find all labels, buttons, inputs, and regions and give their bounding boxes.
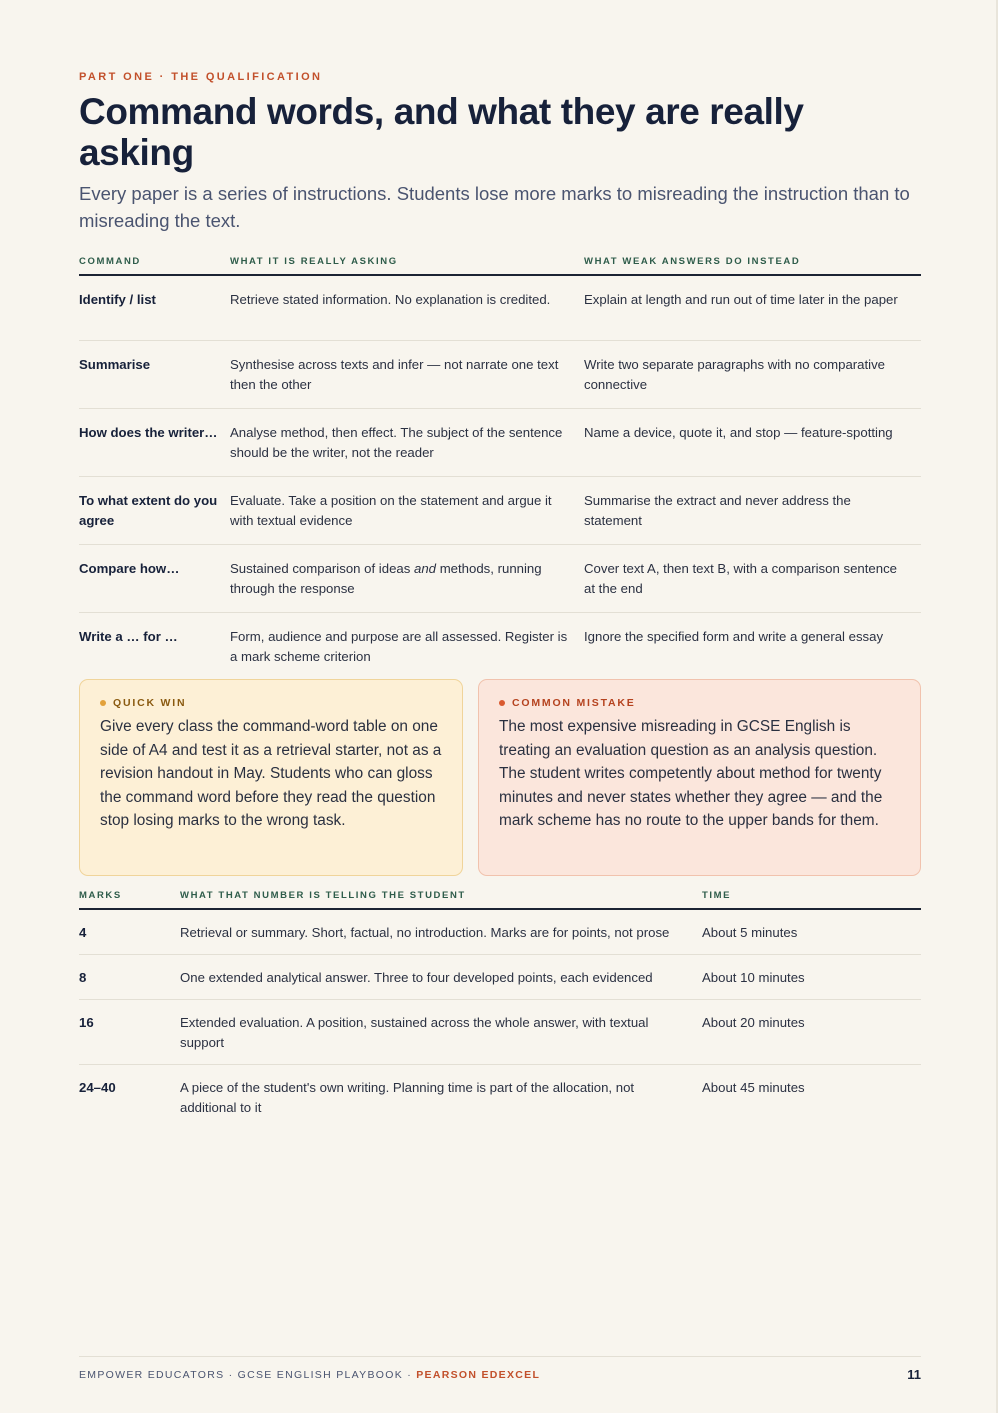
command-cell: Compare how… (79, 544, 230, 612)
asking-cell: Form, audience and purpose are all assessed. Register is a mark scheme criterion (230, 628, 568, 664)
table-row (79, 955, 921, 1000)
weak-cell: Write two separate paragraphs with no comparative connective (584, 340, 921, 408)
table-row (79, 544, 921, 612)
telling-cell: Extended evaluation. A position, sustained across the whole answer, with textual support (180, 1000, 702, 1065)
bullet-dot-icon (100, 700, 106, 706)
asking-text-emphasis: and (414, 560, 437, 576)
marks-cell: 16 (79, 1000, 180, 1065)
section-eyebrow: PART ONE · THE QUALIFICATION (79, 71, 323, 83)
time-cell: About 5 minutes (702, 909, 921, 955)
telling-cell: One extended analytical answer. Three to four developed points, each evidenced (180, 955, 702, 1000)
column-header-command: COMMAND (79, 256, 230, 275)
asking-text-start: Sustained comparison of ideas (230, 560, 415, 576)
common-mistake-heading (499, 697, 900, 709)
table-row (79, 275, 921, 340)
column-header-marks: MARKS (79, 890, 180, 909)
marks-cell: 8 (79, 955, 180, 1000)
footer-publication (79, 1369, 540, 1381)
asking-cell (230, 544, 584, 612)
column-header-weak: WHAT WEAK ANSWERS DO INSTEAD (584, 256, 921, 275)
table-header-row (79, 256, 921, 275)
marks-table (79, 890, 921, 1129)
time-cell: About 20 minutes (702, 1000, 921, 1065)
table-row (79, 340, 921, 408)
time-cell: About 10 minutes (702, 955, 921, 1000)
table-row (79, 408, 921, 476)
weak-cell: Cover text A, then text B, with a comparison sentence at the end (584, 544, 921, 612)
weak-cell: Summarise the extract and never address the statement (584, 476, 921, 544)
asking-cell: Synthesise across texts and infer — not narrate one text then the other (230, 340, 584, 408)
table-header-row (79, 890, 921, 909)
table-row (79, 909, 921, 955)
marks-cell: 24–40 (79, 1080, 116, 1095)
table-row (79, 1000, 921, 1065)
page-lede: Every paper is a series of instructions. Students lose more marks to misreading the instruction than to misreading the text. (79, 183, 910, 231)
command-cell: To what extent do you agree (79, 476, 230, 544)
weak-cell: Name a device, quote it, and stop — feature-spotting (584, 408, 921, 476)
callouts (79, 679, 921, 876)
table-row (79, 1065, 921, 1130)
weak-cell: Ignore the specified form and write a general essay (584, 628, 884, 644)
asking-text-end: methods, running through the response (230, 560, 542, 596)
bullet-dot-icon (499, 700, 505, 706)
time-cell: About 45 minutes (702, 1080, 805, 1095)
column-header-asking: WHAT IT IS REALLY ASKING (230, 256, 584, 275)
page-number: 11 (907, 1367, 921, 1382)
quick-win-heading (100, 697, 442, 709)
weak-cell: Explain at length and run out of time later in the paper (584, 275, 921, 340)
asking-cell: Retrieve stated information. No explanation is credited. (230, 275, 584, 340)
column-header-time: TIME (702, 890, 921, 909)
asking-cell: Analyse method, then effect. The subject of the sentence should be the writer, not the reader (230, 408, 584, 476)
page-title: Command words, and what they are really asking (79, 91, 804, 173)
quick-win-callout (79, 679, 463, 876)
telling-cell: A piece of the student's own writing. Planning time is part of the allocation, not additional to it (180, 1080, 635, 1115)
column-header-telling: WHAT THAT NUMBER IS TELLING THE STUDENT (180, 890, 702, 909)
telling-cell: Retrieval or summary. Short, factual, no introduction. Marks are for points, not prose (180, 909, 702, 955)
command-cell: Summarise (79, 340, 230, 408)
asking-cell: Evaluate. Take a position on the statement and argue it with textual evidence (230, 476, 584, 544)
common-mistake-callout (478, 679, 921, 876)
quick-win-label: QUICK WIN (113, 697, 187, 709)
footer-series: EMPOWER EDUCATORS · GCSE ENGLISH PLAYBOOK · (79, 1368, 417, 1381)
common-mistake-body: The most expensive misreading in GCSE English is treating an evaluation question as an analysis question. The student writes competently about method for twenty minutes and never states whether they agree — and the mark scheme has no route to the upper bands for them. (499, 718, 883, 830)
page-footer (79, 1356, 921, 1382)
command-cell: How does the writer… (79, 408, 230, 476)
table-row (79, 612, 921, 680)
table-row (79, 476, 921, 544)
common-mistake-label: COMMON MISTAKE (512, 697, 636, 709)
quick-win-body: Give every class the command-word table on one side of A4 and test it as a retrieval starter, not as a revision handout in May. Students who can gloss the command word before they read the question stop losing marks to the wrong task. (100, 718, 442, 830)
footer-brand: PEARSON EDEXCEL (416, 1368, 541, 1381)
marks-cell: 4 (79, 909, 180, 955)
command-words-table (79, 256, 921, 680)
command-cell: Write a … for … (79, 628, 178, 644)
command-cell: Identify / list (79, 275, 230, 340)
